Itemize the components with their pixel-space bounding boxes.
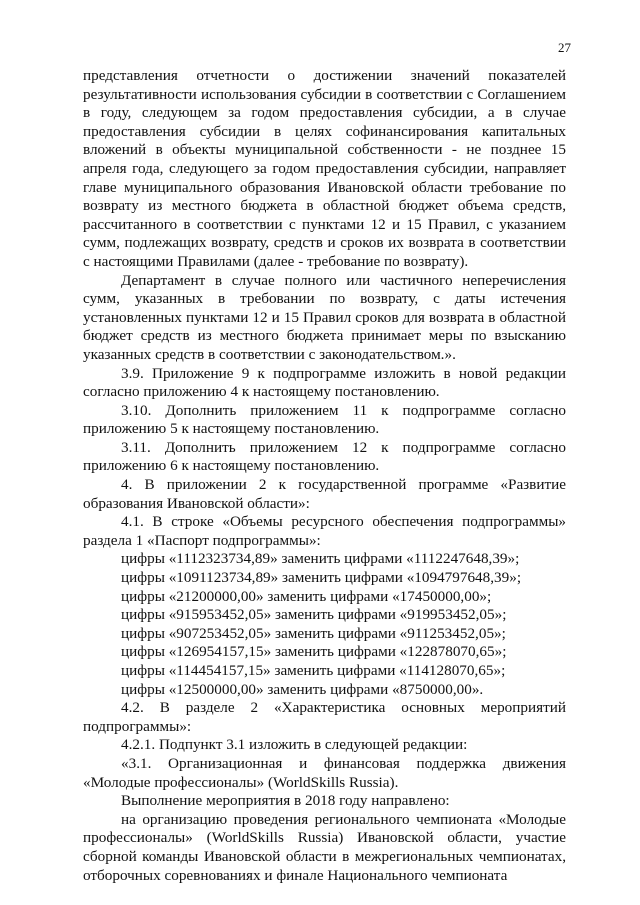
paragraph: «3.1. Организационная и финансовая поддержка движения «Молодые профессионалы» (WorldSkills Russia).	[83, 754, 566, 791]
replacement-line: цифры «12500000,00» заменить цифрами «8750000,00».	[121, 680, 484, 698]
replacement-line: цифры «126954157,15» заменить цифрами «122878070,65»;	[121, 643, 507, 661]
paragraph: 3.9. Приложение 9 к подпрограмме изложить в новой редакции согласно приложению 4 к настоящему постановлению.	[83, 364, 566, 401]
paragraph: 3.10. Дополнить приложением 11 к подпрограмме согласно приложению 5 к настоящему постановлению.	[83, 401, 566, 438]
replacement-line: цифры «114454157,15» заменить цифрами «114128070,65»;	[121, 662, 506, 679]
paragraph: Департамент в случае полного или частичного неперечисления сумм, указанных в требовании по возврату, с даты истечения установленных пунктами 12 и 15 Правил сроков для возврата в областной бюджет средств из местного бюджета принимает меры по взысканию указанных средств в соответствии с законодательством.».	[83, 271, 566, 363]
paragraph: представления отчетности о достижении значений показателей результативности использования субсидии в соответствии с Соглашением в году, следующем за годом предоставления субсидии, а в случае предоставления субсидии в целях софинансирования капитальных вложений в объекты муниципальной собственности - не позднее 15 апреля года, следующего за годом предоставления субсидии, направляет главе муниципального образования Ивановской области требование по возврату из местного бюджета в областной бюджет объема средств, рассчитанного в соответствии с пунктами 12 и 15 Правил, с указанием сумм, подлежащих возврату, средств и сроков их возврата в соответствии с настоящими Правилами (далее - требование по возврату).	[83, 67, 566, 270]
paragraph: 4.2.1. Подпункт 3.1 изложить в следующей редакции:	[121, 736, 468, 754]
paragraph: Выполнение мероприятия в 2018 году направлено:	[121, 792, 450, 810]
paragraph: 3.11. Дополнить приложением 12 к подпрограмме согласно приложению 6 к настоящему постановлению.	[83, 438, 566, 475]
replacement-line: цифры «915953452,05» заменить цифрами «919953452,05»;	[121, 606, 507, 624]
paragraph: 4. В приложении 2 к государственной программе «Развитие образования Ивановской области»:	[83, 476, 566, 512]
paragraph: 4.2. В разделе 2 «Характеристика основных мероприятий подпрограммы»:	[83, 699, 566, 735]
document-body	[83, 67, 566, 885]
paragraph: 4.1. В строке «Объемы ресурсного обеспечения подпрограммы» раздела 1 «Паспорт подпрограммы»:	[83, 513, 566, 549]
replacement-line: цифры «907253452,05» заменить цифрами «911253452,05»;	[121, 624, 506, 642]
replacement-line: цифры «1112323734,89» заменить цифрами «1112247648,39»;	[121, 550, 520, 568]
paragraph: на организацию проведения регионального чемпионата «Молодые профессионалы» (WorldSkills Russia) Ивановской области, участие сборной команды Ивановской области в межрегиональных чемпионатах, отборочных соревнованиях и финале Национального чемпионата	[83, 810, 566, 884]
replacement-line: цифры «1091123734,89» заменить цифрами «1094797648,39»;	[121, 569, 522, 587]
page-number: 27	[558, 40, 571, 55]
replacement-line: цифры «21200000,00» заменить цифрами «17450000,00»;	[121, 587, 492, 605]
